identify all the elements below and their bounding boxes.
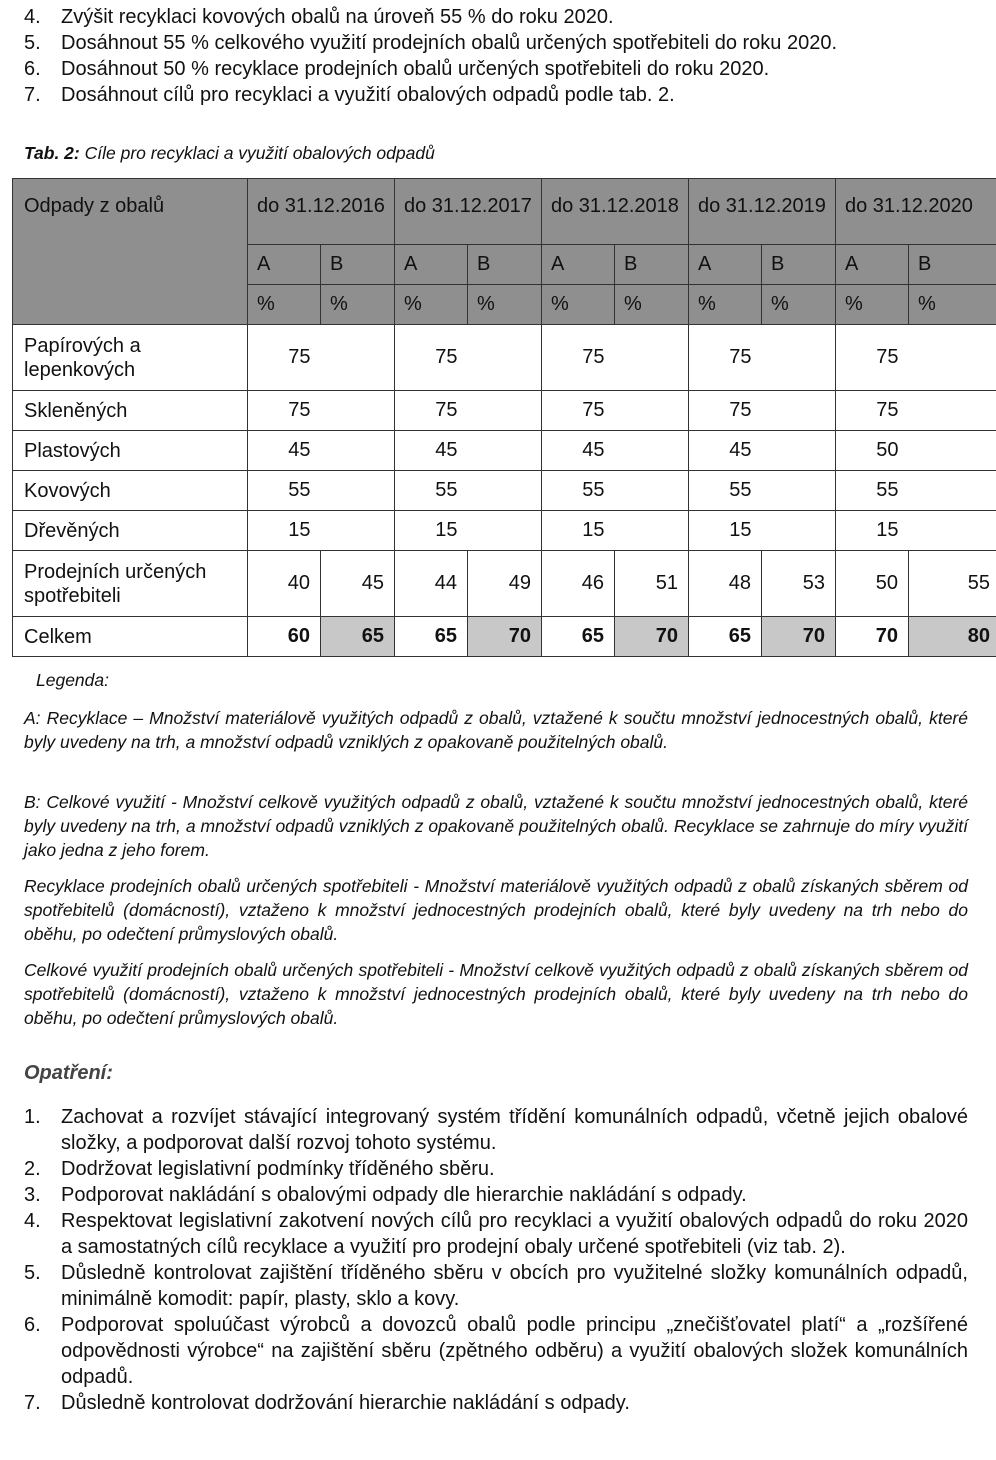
value-cell: 75 bbox=[542, 325, 615, 391]
value-cell bbox=[762, 511, 836, 551]
value-cell bbox=[762, 431, 836, 471]
total-cell: 60 bbox=[248, 617, 321, 657]
unit-cell: % bbox=[468, 285, 542, 325]
item-text: Zvýšit recyklaci kovových obalů na úroveň 55 % do roku 2020. bbox=[61, 6, 614, 28]
unit-cell: % bbox=[909, 285, 996, 325]
value-cell: 75 bbox=[395, 391, 468, 431]
total-cell: 65 bbox=[542, 617, 615, 657]
row-label: Skleněných bbox=[13, 391, 248, 431]
list-item bbox=[24, 1156, 968, 1182]
column-header-year: do 31.12.2016 bbox=[248, 179, 395, 245]
value-cell: 44 bbox=[395, 551, 468, 617]
table-row bbox=[13, 391, 996, 431]
legend-title: Legenda: bbox=[36, 670, 109, 690]
value-cell: 55 bbox=[395, 471, 468, 511]
value-cell bbox=[909, 325, 996, 391]
item-number: 2. bbox=[24, 1158, 41, 1180]
legend-d: Celkové využití prodejních obalů určených spotřebiteli - Množství celkově využitých odpadů z obalů získaných sběrem od spotřebitelů (domácností), vztaženo k množství jednocestných prodejních obalů, které byly uvedeny na trh nebo do oběhu, po odečtení průmyslových obalů. bbox=[24, 960, 968, 1028]
legend-c: Recyklace prodejních obalů určených spotřebiteli - Množství materiálově využitých odpadů z obalů získaných sběrem od spotřebitelů (domácností), vztaženo k množství jednocestných prodejních obalů, které byly uvedeny na trh nebo do oběhu, po odečtení průmyslových obalů. bbox=[24, 876, 968, 944]
value-cell: 55 bbox=[542, 471, 615, 511]
value-cell: 75 bbox=[836, 391, 909, 431]
table-header-row bbox=[13, 179, 996, 245]
value-cell: 75 bbox=[395, 325, 468, 391]
total-cell: 70 bbox=[468, 617, 542, 657]
table-caption-text: Cíle pro recyklaci a využití obalových odpadů bbox=[84, 143, 435, 163]
value-cell: 75 bbox=[689, 391, 762, 431]
value-cell bbox=[468, 431, 542, 471]
value-cell: 75 bbox=[542, 391, 615, 431]
item-text: Důsledně kontrolovat zajištění tříděného sběru v obcích pro využitelné složky komunálních odpadů, minimálně komodit: papír, plasty, sklo a kovy. bbox=[61, 1262, 968, 1310]
column-header-year: do 31.12.2019 bbox=[689, 179, 836, 245]
value-cell: 45 bbox=[248, 431, 321, 471]
row-label: Dřevěných bbox=[13, 511, 248, 551]
value-cell: 75 bbox=[689, 325, 762, 391]
item-text: Dosáhnout cílů pro recyklaci a využití obalových odpadů podle tab. 2. bbox=[61, 84, 675, 106]
value-cell: 55 bbox=[909, 551, 996, 617]
value-cell bbox=[321, 325, 395, 391]
unit-cell: % bbox=[762, 285, 836, 325]
item-number: 6. bbox=[24, 1314, 41, 1336]
value-cell: 45 bbox=[321, 551, 395, 617]
subheader-a: A bbox=[248, 245, 321, 285]
item-number: 6. bbox=[24, 58, 41, 80]
value-cell bbox=[321, 471, 395, 511]
value-cell bbox=[615, 391, 689, 431]
value-cell bbox=[909, 511, 996, 551]
value-cell: 46 bbox=[542, 551, 615, 617]
value-cell bbox=[615, 511, 689, 551]
subheader-b: B bbox=[321, 245, 395, 285]
value-cell: 49 bbox=[468, 551, 542, 617]
total-cell: 70 bbox=[836, 617, 909, 657]
legend-b: B: Celkové využití - Množství celkově využitých odpadů z obalů, vztažené k součtu množství jednocestných obalů, které byly uvedeny na trh, a množství odpadů vzniklých z opakovaně použitelných obalů. Recyklace se zahrnuje do míry využití jako jedna z jeho forem. bbox=[24, 792, 968, 860]
value-cell bbox=[762, 391, 836, 431]
value-cell bbox=[615, 431, 689, 471]
item-number: 7. bbox=[24, 84, 41, 106]
list-item bbox=[24, 56, 968, 82]
subheader-a: A bbox=[395, 245, 468, 285]
total-cell: 70 bbox=[615, 617, 689, 657]
table-row bbox=[13, 511, 996, 551]
item-number: 4. bbox=[24, 6, 41, 28]
value-cell bbox=[468, 511, 542, 551]
row-label: Prodejních určených spotřebiteli bbox=[13, 551, 248, 617]
column-header-year: do 31.12.2020 bbox=[836, 179, 996, 245]
value-cell: 75 bbox=[248, 391, 321, 431]
unit-cell: % bbox=[321, 285, 395, 325]
list-item bbox=[24, 82, 968, 108]
value-cell: 40 bbox=[248, 551, 321, 617]
total-cell: 70 bbox=[762, 617, 836, 657]
value-cell: 53 bbox=[762, 551, 836, 617]
value-cell: 55 bbox=[689, 471, 762, 511]
value-cell: 45 bbox=[542, 431, 615, 471]
table-row bbox=[13, 431, 996, 471]
row-label: Plastových bbox=[13, 431, 248, 471]
item-number: 5. bbox=[24, 1262, 41, 1284]
item-text: Dosáhnout 55 % celkového využití prodejních obalů určených spotřebiteli do roku 2020. bbox=[61, 32, 838, 54]
value-cell: 45 bbox=[395, 431, 468, 471]
subheader-a: A bbox=[836, 245, 909, 285]
value-cell: 55 bbox=[248, 471, 321, 511]
table-row bbox=[13, 471, 996, 511]
table-total-row bbox=[13, 617, 996, 657]
column-header-year: do 31.12.2017 bbox=[395, 179, 542, 245]
value-cell: 75 bbox=[836, 325, 909, 391]
item-text: Podporovat nakládání s obalovými odpady dle hierarchie nakládání s odpady. bbox=[61, 1184, 747, 1206]
value-cell bbox=[615, 325, 689, 391]
value-cell bbox=[762, 325, 836, 391]
subheader-a: A bbox=[542, 245, 615, 285]
list-item bbox=[24, 1260, 968, 1312]
list-item bbox=[24, 1182, 968, 1208]
value-cell: 45 bbox=[689, 431, 762, 471]
item-text: Podporovat spoluúčast výrobců a dovozců obalů podle principu „znečišťovatel platí“ a „rozšířené odpovědnosti výrobce“ na zajištění sběru (zpětného odběru) a využití obalových složek komunálních odpadů. bbox=[61, 1314, 968, 1388]
value-cell bbox=[468, 325, 542, 391]
total-cell: 65 bbox=[321, 617, 395, 657]
measures-list bbox=[24, 1104, 968, 1416]
item-number: 7. bbox=[24, 1392, 41, 1414]
table-caption-label: Tab. 2: bbox=[24, 143, 80, 163]
value-cell: 50 bbox=[836, 431, 909, 471]
unit-cell: % bbox=[395, 285, 468, 325]
row-label: Celkem bbox=[13, 617, 248, 657]
item-text: Dosáhnout 50 % recyklace prodejních obalů určených spotřebiteli do roku 2020. bbox=[61, 58, 770, 80]
value-cell bbox=[468, 471, 542, 511]
value-cell bbox=[762, 471, 836, 511]
total-cell: 65 bbox=[395, 617, 468, 657]
total-cell: 80 bbox=[909, 617, 996, 657]
column-header-year: do 31.12.2018 bbox=[542, 179, 689, 245]
row-label: Papírových a lepenkových bbox=[13, 325, 248, 391]
value-cell bbox=[615, 471, 689, 511]
item-text: Dodržovat legislativní podmínky tříděného sběru. bbox=[61, 1158, 495, 1180]
table-caption bbox=[24, 143, 435, 164]
table-row bbox=[13, 325, 996, 391]
measures-heading: Opatření: bbox=[24, 1062, 113, 1084]
item-text: Respektovat legislativní zakotvení nových cílů pro recyklaci a využití obalových odpadů do roku 2020 a samostatných cílů recyklace a využití pro prodejní obaly určené spotřebiteli (viz tab. 2). bbox=[61, 1210, 968, 1258]
unit-cell: % bbox=[248, 285, 321, 325]
list-item bbox=[24, 1208, 968, 1260]
list-item bbox=[24, 4, 968, 30]
total-cell: 65 bbox=[689, 617, 762, 657]
unit-cell: % bbox=[836, 285, 909, 325]
value-cell: 51 bbox=[615, 551, 689, 617]
value-cell: 75 bbox=[248, 325, 321, 391]
value-cell bbox=[321, 391, 395, 431]
legend-a: A: Recyklace – Množství materiálově využitých odpadů z obalů, vztažené k součtu množství jednocestných obalů, které byly uvedeny na trh, a množství odpadů vzniklých z opakovaně použitelných obalů. bbox=[24, 708, 968, 752]
value-cell bbox=[909, 391, 996, 431]
subheader-b: B bbox=[762, 245, 836, 285]
value-cell bbox=[321, 511, 395, 551]
value-cell: 15 bbox=[836, 511, 909, 551]
value-cell bbox=[909, 431, 996, 471]
value-cell: 50 bbox=[836, 551, 909, 617]
unit-cell: % bbox=[542, 285, 615, 325]
value-cell bbox=[468, 391, 542, 431]
item-number: 4. bbox=[24, 1210, 41, 1232]
table-row bbox=[13, 551, 996, 617]
subheader-a: A bbox=[689, 245, 762, 285]
subheader-b: B bbox=[909, 245, 996, 285]
item-number: 3. bbox=[24, 1184, 41, 1206]
value-cell bbox=[909, 471, 996, 511]
value-cell: 15 bbox=[542, 511, 615, 551]
unit-cell: % bbox=[615, 285, 689, 325]
targets-table bbox=[12, 178, 996, 657]
list-item bbox=[24, 1104, 968, 1156]
goals-list bbox=[24, 4, 968, 108]
unit-cell: % bbox=[689, 285, 762, 325]
item-text: Důsledně kontrolovat dodržování hierarchie nakládání s odpady. bbox=[61, 1392, 630, 1414]
column-header-category: Odpady z obalů bbox=[13, 179, 248, 325]
list-item bbox=[24, 1312, 968, 1390]
item-number: 5. bbox=[24, 32, 41, 54]
value-cell: 15 bbox=[395, 511, 468, 551]
item-text: Zachovat a rozvíjet stávající integrovaný systém třídění komunálních odpadů, včetně jejich obalové složky, a podporovat další rozvoj tohoto systému. bbox=[61, 1106, 968, 1154]
subheader-b: B bbox=[468, 245, 542, 285]
list-item bbox=[24, 1390, 968, 1416]
row-label: Kovových bbox=[13, 471, 248, 511]
item-number: 1. bbox=[24, 1106, 41, 1128]
value-cell bbox=[321, 431, 395, 471]
value-cell: 48 bbox=[689, 551, 762, 617]
value-cell: 15 bbox=[248, 511, 321, 551]
value-cell: 55 bbox=[836, 471, 909, 511]
value-cell: 15 bbox=[689, 511, 762, 551]
subheader-b: B bbox=[615, 245, 689, 285]
list-item bbox=[24, 30, 968, 56]
